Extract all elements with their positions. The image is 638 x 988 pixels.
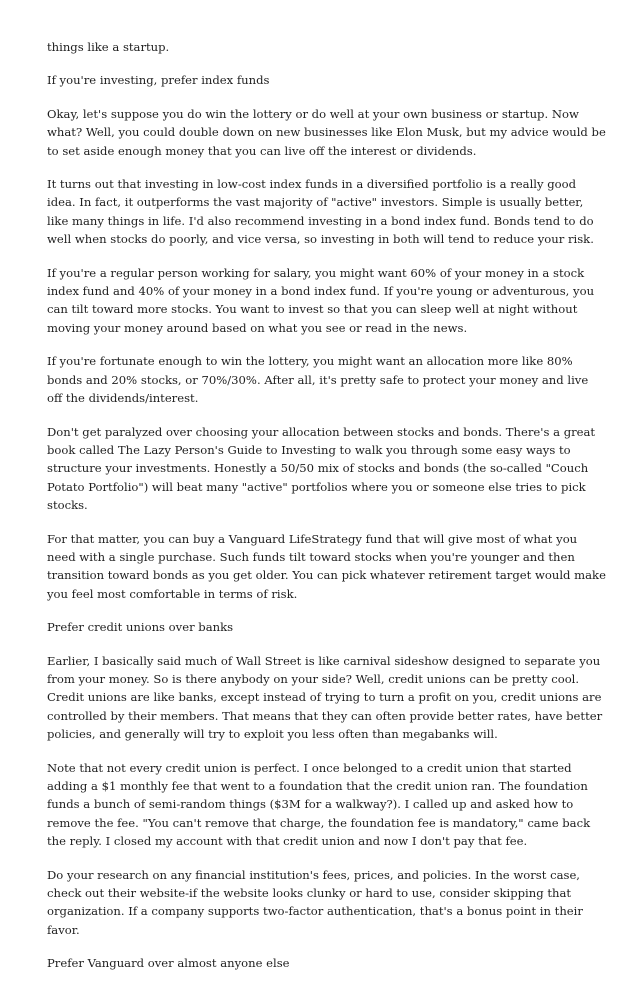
paragraph: Okay, let's suppose you do win the lottery or do well at your own business or startup. Now what? Well, you could double down on new businesses like Elon Musk, but my advice would be to set aside enough money that you can live off the interest or dividends.	[47, 106, 606, 158]
paragraph: Don't get paralyzed over choosing your allocation between stocks and bonds. There's a great book called The Lazy Person's Guide to Investing to walk you through some easy ways to structure your investments. Honestly a 50/50 mix of stocks and bonds (the so-called "Couch Potato Portfolio") will beat many "active" portfolios where you or someone else tries to pick stocks.	[47, 424, 596, 513]
paragraph: For that matter, you can buy a Vanguard LifeStrategy fund that will give most of what you need with a single purchase. Such funds tilt toward stocks when you're younger and then transition toward bonds as you get older. You can pick whatever retirement target would make you feel most comfortable in terms of risk.	[47, 531, 606, 601]
paragraph-continuation: things like a startup.	[47, 40, 170, 54]
paragraph: It turns out that investing in low-cost index funds in a diversified portfolio is a really good idea. In fact, it outperforms the vast majority of "active" investors. Simple is usually better, like many things in life. I'd also recommend investing in a bond index fund. Bonds tend to do well when stocks do poorly, and vice versa, so investing in both will tend to reduce your risk.	[47, 177, 594, 247]
paragraph: Earlier, I basically said much of Wall Street is like carnival sideshow designed to separate you from your money. So is there anybody on your side? Well, credit unions can be pretty cool. Credit unions are like banks, except instead of trying to turn a profit on you, credit unions are controlled by their members. That means that they can often provide better rates, have better policies, and generally will try to exploit you less often than megabanks will.	[47, 653, 603, 742]
paragraph: Do your research on any financial institution's fees, prices, and policies. In the worst case, check out their website-if the website looks clunky or hard to use, consider skipping that organization. If a company supports two-factor authentication, that's a bonus point in their favor.	[47, 867, 583, 937]
paragraph: Note that not every credit union is perfect. I once belonged to a credit union that started adding a $1 monthly fee that went to a foundation that the credit union ran. The foundation funds a bunch of semi-random things ($3M for a walkway?). I called up and asked how to remove the fee. "You can't remove that charge, the foundation fee is mandatory," came back the reply. I closed my account with that credit union and now I don't pay that fee.	[47, 760, 591, 849]
section-heading-vanguard: Prefer Vanguard over almost anyone else	[47, 956, 290, 971]
paragraph: If you're fortunate enough to win the lottery, you might want an allocation more like 80% bonds and 20% stocks, or 70%/30%. After all, it's pretty safe to protect your money and live off the dividends/interest.	[47, 354, 589, 406]
paragraph: If you're a regular person working for salary, you might want 60% of your money in a stock index fund and 40% of your money in a bond index fund. If you're young or adventurous, you can tilt toward more stocks. You want to invest so that you can sleep well at night without moving your money around based on what you see or read in the news.	[47, 265, 595, 335]
section-heading-credit-unions: Prefer credit unions over banks	[47, 620, 234, 635]
document-body	[47, 38, 607, 988]
section-heading-index-funds: If you're investing, prefer index funds	[47, 73, 270, 88]
